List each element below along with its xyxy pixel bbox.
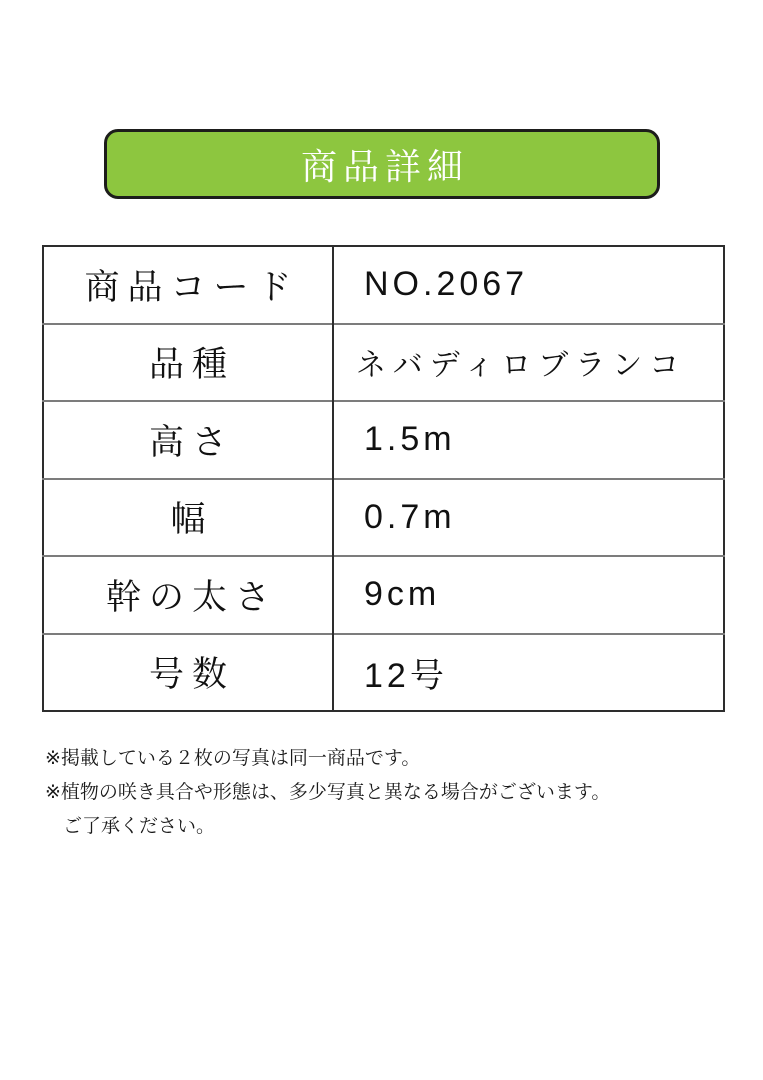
spec-label-trunk-thickness: 幹の太さ [43,556,333,634]
table-row [43,324,724,402]
table-row [43,556,724,634]
footnote-line: ※掲載している２枚の写真は同一商品です。 [45,748,421,769]
spec-value-height: 1.5m [333,401,724,479]
spec-value-pot-size: 12号 [333,634,724,712]
section-header-badge [104,129,660,199]
table-row [43,401,724,479]
spec-label-variety: 品種 [43,324,333,402]
footnote-line: ※植物の咲き具合や形態は、多少写真と異なる場合がございます。 [45,782,611,803]
product-spec-table [42,245,725,712]
footnotes [45,742,610,844]
spec-label-product-code: 商品コード [43,246,333,324]
spec-value-product-code: NO.2067 [333,246,724,324]
spec-value-variety: ネバディロブランコ [333,324,724,402]
table-row [43,246,724,324]
spec-value-width: 0.7m [333,479,724,557]
table-row [43,479,724,557]
table-row [43,634,724,712]
footnote-line: ご了承ください。 [63,816,216,837]
spec-label-width: 幅 [43,479,333,557]
section-title: 商品詳細 [300,145,469,187]
spec-label-pot-size: 号数 [43,634,333,712]
spec-value-trunk-thickness: 9cm [333,556,724,634]
spec-label-height: 高さ [43,401,333,479]
